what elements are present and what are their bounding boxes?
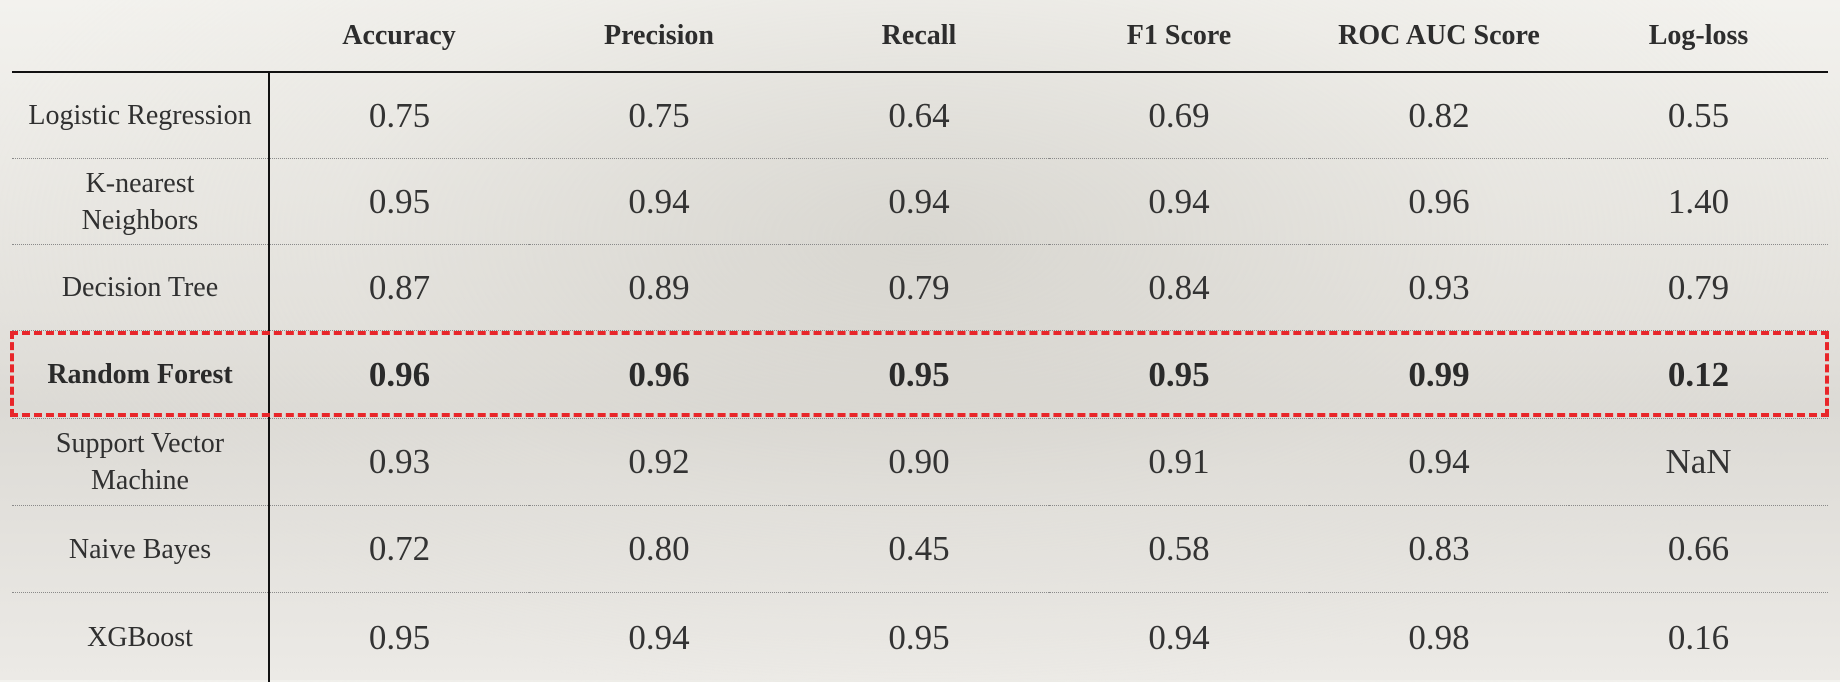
- model-name-cell: [12, 72, 269, 159]
- model-name-cell: [12, 159, 269, 245]
- model-name-cell: [12, 245, 269, 331]
- metric-cell-log-loss: 1.40: [1569, 159, 1828, 245]
- metric-cell-accuracy: 0.95: [269, 159, 529, 245]
- metric-cell-precision: 0.75: [529, 72, 789, 159]
- metric-cell-precision: 0.92: [529, 419, 789, 506]
- header-log-loss: Log-loss: [1569, 0, 1828, 72]
- metric-cell-recall: 0.64: [789, 72, 1049, 159]
- table-row-xgboost: [12, 593, 1828, 682]
- model-name-label: Random Forest: [47, 359, 232, 390]
- header-row: [12, 0, 1828, 72]
- metric-cell-recall: 0.79: [789, 245, 1049, 331]
- header-accuracy: Accuracy: [269, 0, 529, 72]
- metric-cell-log-loss: NaN: [1569, 419, 1828, 506]
- table-row-decision-tree: [12, 245, 1828, 331]
- header-precision: Precision: [529, 0, 789, 72]
- model-name-label: K-nearest Neighbors: [55, 165, 225, 239]
- metric-cell-f1-score: 0.91: [1049, 419, 1309, 506]
- metric-cell-f1-score: 0.84: [1049, 245, 1309, 331]
- metric-cell-precision: 0.96: [529, 331, 789, 419]
- table-row-k-nearest-neighbors: [12, 159, 1828, 245]
- metric-cell-f1-score: 0.58: [1049, 506, 1309, 593]
- metric-cell-f1-score: 0.94: [1049, 593, 1309, 682]
- metric-cell-log-loss: 0.79: [1569, 245, 1828, 331]
- metric-cell-roc-auc: 0.93: [1309, 245, 1569, 331]
- model-name-cell: [12, 331, 269, 419]
- metric-cell-log-loss: 0.66: [1569, 506, 1828, 593]
- table-row-random-forest: [12, 331, 1828, 419]
- model-name-cell: [12, 419, 269, 506]
- metric-cell-recall: 0.95: [789, 593, 1049, 682]
- header-f1-score: F1 Score: [1049, 0, 1309, 72]
- metric-cell-recall: 0.94: [789, 159, 1049, 245]
- metric-cell-log-loss: 0.55: [1569, 72, 1828, 159]
- metric-cell-accuracy: 0.72: [269, 506, 529, 593]
- metrics-table-container: [12, 0, 1828, 680]
- metric-cell-precision: 0.94: [529, 159, 789, 245]
- table-row-naive-bayes: [12, 506, 1828, 593]
- metric-cell-roc-auc: 0.99: [1309, 331, 1569, 419]
- header-roc-auc-score: ROC AUC Score: [1309, 0, 1569, 72]
- metric-cell-roc-auc: 0.83: [1309, 506, 1569, 593]
- metric-cell-accuracy: 0.93: [269, 419, 529, 506]
- metric-cell-roc-auc: 0.96: [1309, 159, 1569, 245]
- metric-cell-roc-auc: 0.82: [1309, 72, 1569, 159]
- model-name-cell: [12, 593, 269, 682]
- metric-cell-accuracy: 0.95: [269, 593, 529, 682]
- model-name-label: XGBoost: [87, 622, 193, 653]
- metric-cell-f1-score: 0.95: [1049, 331, 1309, 419]
- header-model-column: [12, 0, 269, 72]
- table-row-logistic-regression: [12, 72, 1828, 159]
- model-name-cell: [12, 506, 269, 593]
- metric-cell-recall: 0.45: [789, 506, 1049, 593]
- metric-cell-accuracy: 0.75: [269, 72, 529, 159]
- model-name-label: Decision Tree: [62, 272, 218, 303]
- metric-cell-precision: 0.89: [529, 245, 789, 331]
- metric-cell-accuracy: 0.96: [269, 331, 529, 419]
- header-recall: Recall: [789, 0, 1049, 72]
- model-name-label: Support Vector Machine: [40, 425, 240, 499]
- metric-cell-precision: 0.80: [529, 506, 789, 593]
- metric-cell-f1-score: 0.69: [1049, 72, 1309, 159]
- metric-cell-accuracy: 0.87: [269, 245, 529, 331]
- metric-cell-roc-auc: 0.98: [1309, 593, 1569, 682]
- metric-cell-roc-auc: 0.94: [1309, 419, 1569, 506]
- model-name-label: Naive Bayes: [69, 534, 211, 565]
- metric-cell-recall: 0.90: [789, 419, 1049, 506]
- metric-cell-recall: 0.95: [789, 331, 1049, 419]
- model-name-label: Logistic Regression: [28, 100, 251, 131]
- table-row-support-vector-machine: [12, 419, 1828, 506]
- metric-cell-precision: 0.94: [529, 593, 789, 682]
- model-metrics-table: [12, 0, 1828, 682]
- metric-cell-log-loss: 0.16: [1569, 593, 1828, 682]
- metric-cell-log-loss: 0.12: [1569, 331, 1828, 419]
- metric-cell-f1-score: 0.94: [1049, 159, 1309, 245]
